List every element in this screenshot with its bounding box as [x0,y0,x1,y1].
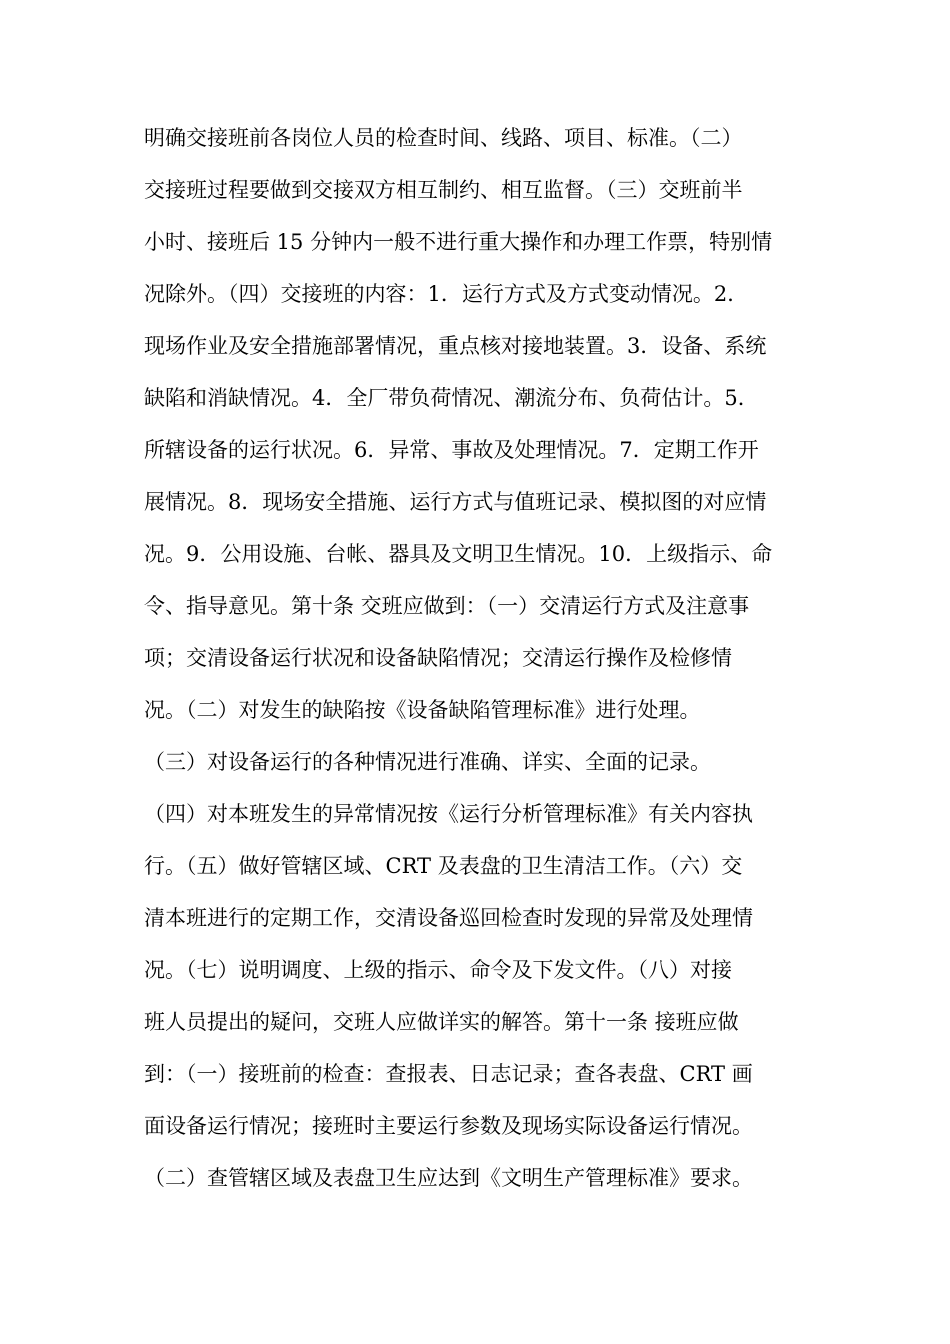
text-line: 缺陷和消缺情况。4．全厂带负荷情况、潮流分布、负荷估计。5． [144,386,759,410]
text-line: 清本班进行的定期工作，交清设备巡回检查时发现的异常及处理情 [144,906,753,930]
text-line: 现场作业及安全措施部署情况，重点核对接地装置。3．设备、系统 [144,334,767,358]
text-line: 况。（二）对发生的缺陷按《设备缺陷管理标准》进行处理。 [144,698,701,722]
text-line: 况除外。（四）交接班的内容：1．运行方式及方式变动情况。2． [144,282,749,306]
text-line: 令、指导意见。第十条 交班应做到：（一）交清运行方式及注意事 [144,594,750,618]
text-line: 项；交清设备运行状况和设备缺陷情况；交清运行操作及检修情 [144,646,732,670]
text-line: 况。（七）说明调度、上级的指示、命令及下发文件。（八）对接 [144,958,732,982]
text-line: 交接班过程要做到交接双方相互制约、相互监督。（三）交班前半 [144,178,743,202]
text-line: 展情况。8．现场安全措施、运行方式与值班记录、模拟图的对应情 [144,490,767,514]
text-line: （四）对本班发生的异常情况按《运行分析管理标准》有关内容执 [144,802,753,826]
text-line: 况。9．公用设施、台帐、器具及文明卫生情况。10．上级指示、命 [144,542,773,566]
text-line: 到：（一）接班前的检查：查报表、日志记录；查各表盘、CRT 画 [144,1062,753,1086]
text-line: 行。（五）做好管辖区域、CRT 及表盘的卫生清洁工作。（六）交 [144,854,743,878]
text-line: 面设备运行情况；接班时主要运行参数及现场实际设备运行情况。 [144,1114,753,1138]
text-line: 明确交接班前各岗位人员的检查时间、线路、项目、标准。（二） [144,126,743,150]
text-line: （三）对设备运行的各种情况进行准确、详实、全面的记录。 [144,750,711,774]
text-line: 班人员提出的疑问，交班人应做详实的解答。第十一条 接班应做 [144,1010,739,1034]
body-text [144,112,824,1204]
text-line: 所辖设备的运行状况。6．异常、事故及处理情况。7．定期工作开 [144,438,759,462]
text-line: （二）查管辖区域及表盘卫生应达到《文明生产管理标准》要求。 [144,1166,753,1190]
text-line: 小时、接班后 15 分钟内一般不进行重大操作和办理工作票，特别情 [144,230,773,254]
